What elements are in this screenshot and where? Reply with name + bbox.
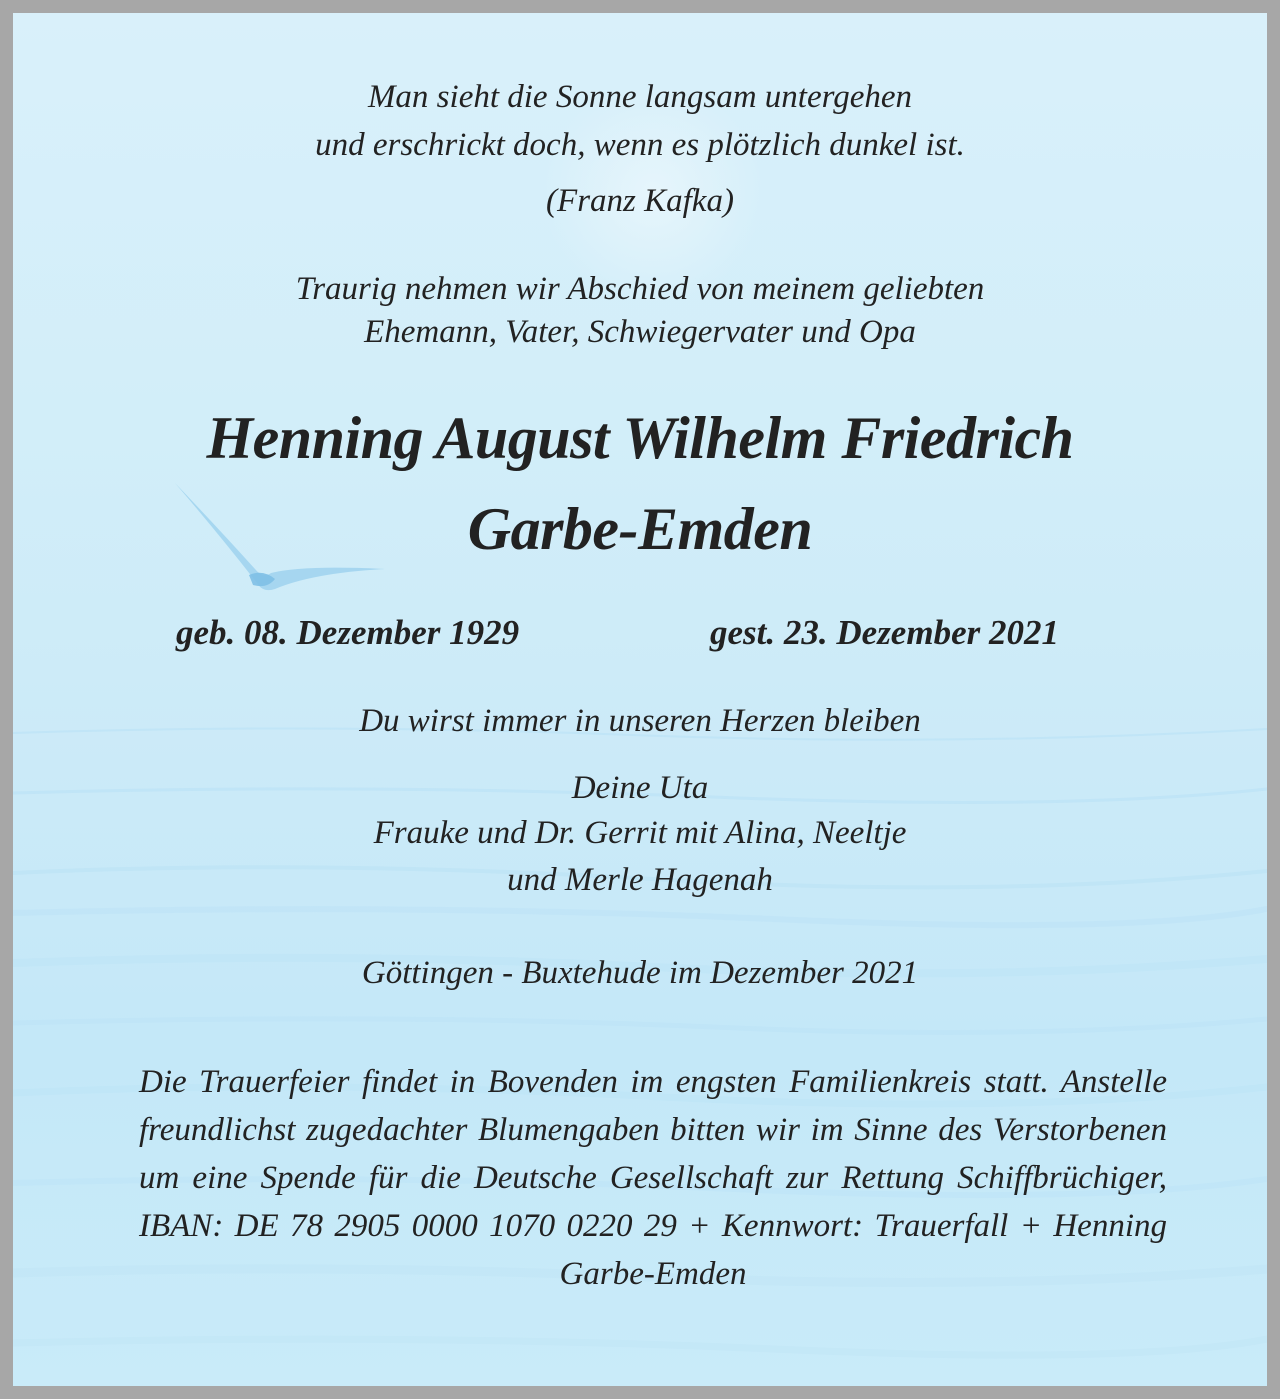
- quote-author: (Franz Kafka): [546, 183, 734, 219]
- place-date: Göttingen - Buxtehude im Dezember 2021: [361, 955, 919, 991]
- mourners-line-1: Deine Uta: [571, 770, 709, 806]
- intro-line-1: Traurig nehmen wir Abschied von meinem geliebten: [295, 271, 985, 307]
- mourners-line-2: Frauke und Dr. Gerrit mit Alina, Neeltje: [373, 815, 907, 851]
- obituary-text: [13, 13, 1267, 1386]
- deceased-name-line-2: Garbe-Emden: [467, 496, 813, 562]
- farewell-line: Du wirst immer in unseren Herzen bleiben: [359, 703, 921, 739]
- quote-line-2: und erschrickt doch, wenn es plötzlich dunkel ist.: [315, 127, 965, 163]
- death-date: gest. 23. Dezember 2021: [710, 613, 1059, 652]
- birth-date: geb. 08. Dezember 1929: [176, 613, 520, 652]
- intro-line-2: Ehemann, Vater, Schwiegervater und Opa: [364, 314, 916, 350]
- mourners-line-3: und Merle Hagenah: [507, 862, 773, 898]
- quote-line-1: Man sieht die Sonne langsam untergehen: [367, 79, 913, 115]
- deceased-name-line-1: Henning August Wilhelm Friedrich: [206, 405, 1074, 471]
- funeral-notice: Die Trauerfeier findet in Bovenden im engsten Familienkreis statt. Anstelle freundlichst zugedachter Blumengaben bitten wir im Sinne des Verstorbenen um eine Spende für die Deutsche Gesellschaft zur Rettung Schiffbrüchiger, IBAN: DE 78 2905 0000 1070 0220 29 + Kennwort: Trauerfall + Henning Garbe-Emden: [139, 1064, 1167, 1292]
